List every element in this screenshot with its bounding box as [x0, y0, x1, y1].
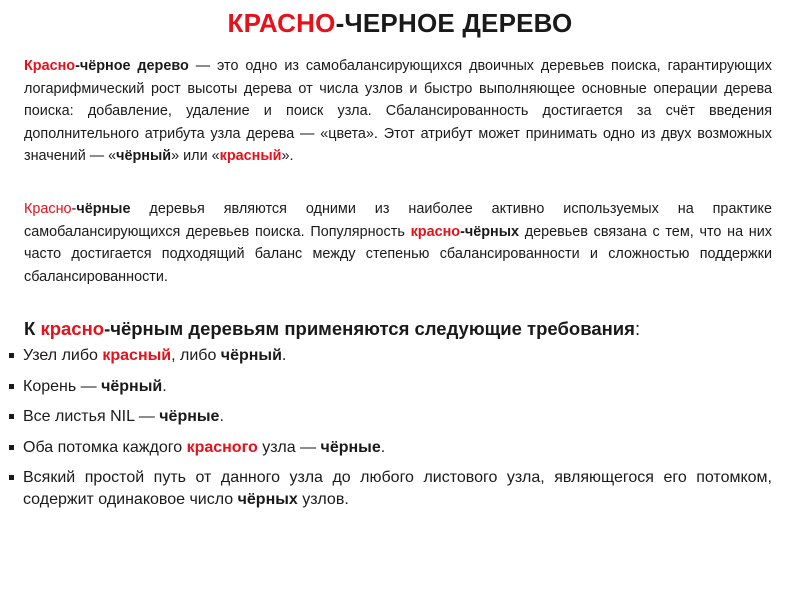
text-run: чёрные: [76, 201, 131, 217]
requirement-item: [6, 467, 772, 511]
requirements-heading-post: -чёрным деревьям применяются следующие требования: [104, 318, 635, 339]
text-run: -: [71, 201, 77, 217]
text-run: Корень —: [23, 377, 102, 395]
text-run: деревья являются одними из наиболее активно используемых на практике самобалансирующихся деревьев поиска. Популярность: [24, 201, 772, 240]
text-run: ».: [281, 148, 294, 164]
text-run: чёрный: [101, 377, 163, 395]
title-red-part: КРАСНО: [227, 8, 336, 38]
text-run: чёрные: [159, 408, 220, 425]
text-run: .: [219, 408, 224, 425]
title-black-part: -ЧЕРНОЕ ДЕРЕВО: [335, 8, 573, 38]
text-run: красного: [186, 438, 258, 456]
text-run: чёрных: [237, 491, 298, 508]
requirements-heading: [24, 318, 640, 340]
text-run: -чёрных: [460, 223, 519, 240]
text-run: узлов.: [297, 491, 349, 508]
requirements-heading-colon: :: [634, 318, 641, 339]
requirements-heading-red: красно: [40, 318, 105, 339]
text-run: красный: [219, 148, 282, 164]
requirement-item: [6, 406, 772, 428]
requirement-item: [6, 376, 772, 398]
text-run: -чёрное дерево: [75, 58, 189, 74]
text-run: чёрный: [116, 148, 172, 164]
requirement-item: [6, 437, 772, 459]
popularity-paragraph: [24, 198, 772, 288]
text-run: .: [162, 377, 167, 395]
text-run: Всякий простой путь от данного узла до любого листового узла, являющегося его потомком, содержит одинаковое число: [23, 469, 772, 508]
text-run: Все листья NIL —: [23, 408, 160, 425]
text-run: .: [380, 438, 386, 456]
page-title: [0, 8, 800, 39]
text-run: .: [281, 347, 287, 364]
text-run: чёрные: [320, 438, 381, 456]
text-run: Красно: [24, 201, 72, 217]
text-run: красный: [102, 347, 172, 364]
text-run: красно: [410, 223, 461, 240]
text-run: Оба потомка каждого: [23, 438, 187, 456]
text-run: деревьев связана с тем, что на них часто достигается подходящий баланс между степенью сбалансированности и сложностью поддержки сбалансированности.: [24, 223, 772, 285]
text-run: » или «: [171, 148, 220, 164]
requirements-heading-pre: К: [24, 318, 41, 339]
intro-paragraph: [24, 55, 772, 168]
text-run: — это одно из самобалансирующихся двоичных деревьев поиска, гарантирующих логарифмический рост высоты дерева от числа узлов и быстро выполняющее основные операции дерева поиска: добавление, удаление и поиск узла. Сбалансированность достигается за счёт введения дополнительного атрибута узла дерева — «цвета». Этот атрибут может принимать одно из двух возможных значений — «: [24, 58, 772, 164]
text-run: Узел либо: [23, 347, 103, 364]
requirement-item: [6, 345, 772, 367]
requirements-list: [6, 345, 772, 520]
text-run: узла —: [257, 438, 321, 456]
text-run: Красно: [24, 58, 76, 74]
text-run: , либо: [171, 347, 221, 364]
text-run: чёрный: [220, 347, 282, 364]
